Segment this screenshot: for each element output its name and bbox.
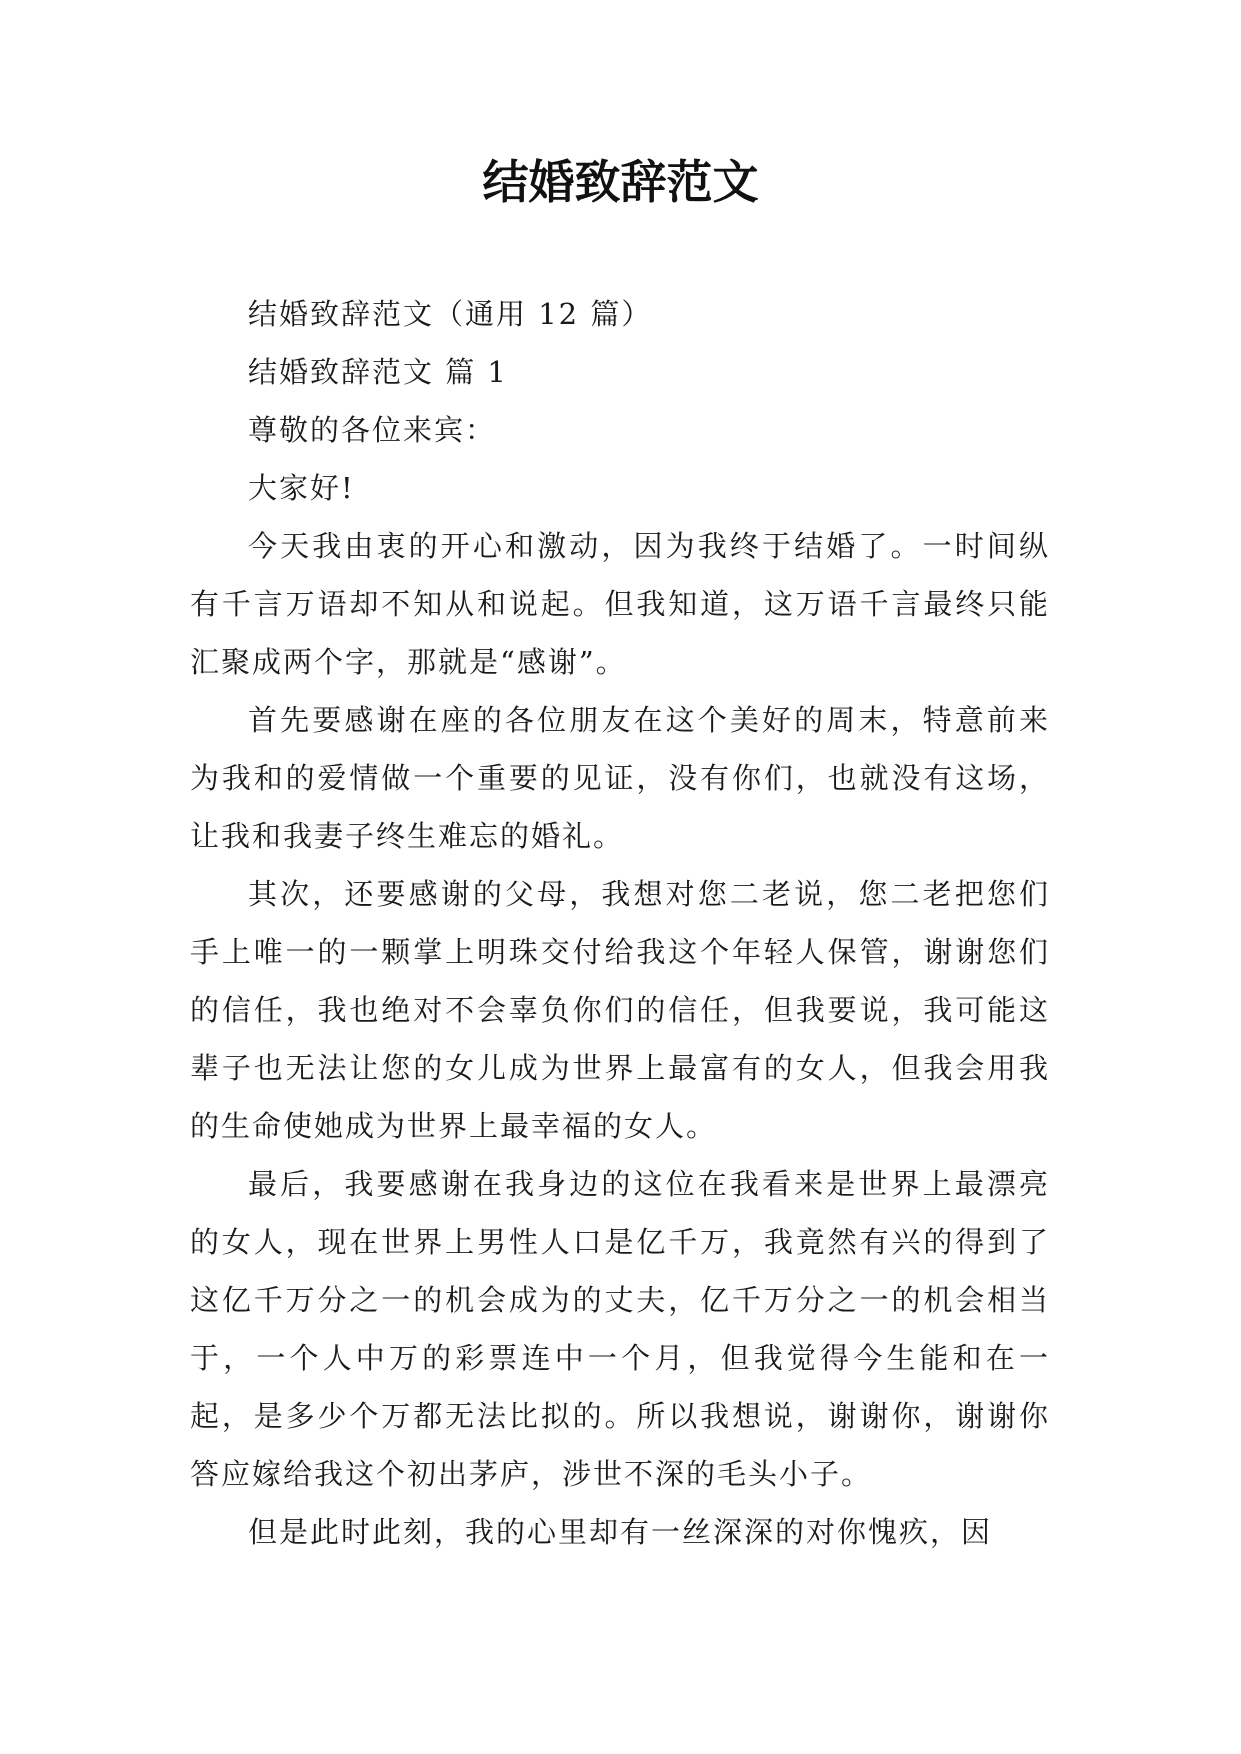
paragraph-salutation: 尊敬的各位来宾： [248, 413, 497, 447]
paragraph: 首先要感谢在座的各位朋友在这个美好的周末，特意前来为我和的爱情做一个重要的见证，没有你们，也就没有这场，让我和我妻子终生难忘的婚礼。 [190, 703, 1050, 853]
document-title: 结婚致辞范文 [482, 155, 759, 209]
paragraph-section-heading: 结婚致辞范文 篇 1 [248, 355, 508, 389]
paragraph: 但是此时此刻，我的心里却有一丝深深的对你愧疚，因 [248, 1515, 993, 1549]
paragraph-greeting: 大家好! [248, 471, 355, 505]
paragraph: 最后，我要感谢在我身边的这位在我看来是世界上最漂亮的女人，现在世界上男性人口是亿千万，我竟然有兴的得到了这亿千万分之一的机会成为的丈夫，亿千万分之一的机会相当于，一个人中万的彩票连中一个月，但我觉得今生能和在一起，是多少个万都无法比拟的。所以我想说，谢谢你，谢谢你答应嫁给我这个初出茅庐，涉世不深的毛头小子。 [190, 1167, 1050, 1491]
paragraph: 其次，还要感谢的父母，我想对您二老说，您二老把您们手上唯一的一颗掌上明珠交付给我这个年轻人保管，谢谢您们的信任，我也绝对不会辜负你们的信任，但我要说，我可能这辈子也无法让您的女儿成为世界上最富有的女人，但我会用我的生命使她成为世界上最幸福的女人。 [190, 877, 1050, 1143]
document-body [190, 285, 1050, 1561]
paragraph: 今天我由衷的开心和激动，因为我终于结婚了。一时间纵有千言万语却不知从和说起。但我知道，这万语千言最终只能汇聚成两个字，那就是“感谢”。 [190, 529, 1050, 679]
paragraph-subtitle: 结婚致辞范文（通用 12 篇） [248, 297, 653, 331]
